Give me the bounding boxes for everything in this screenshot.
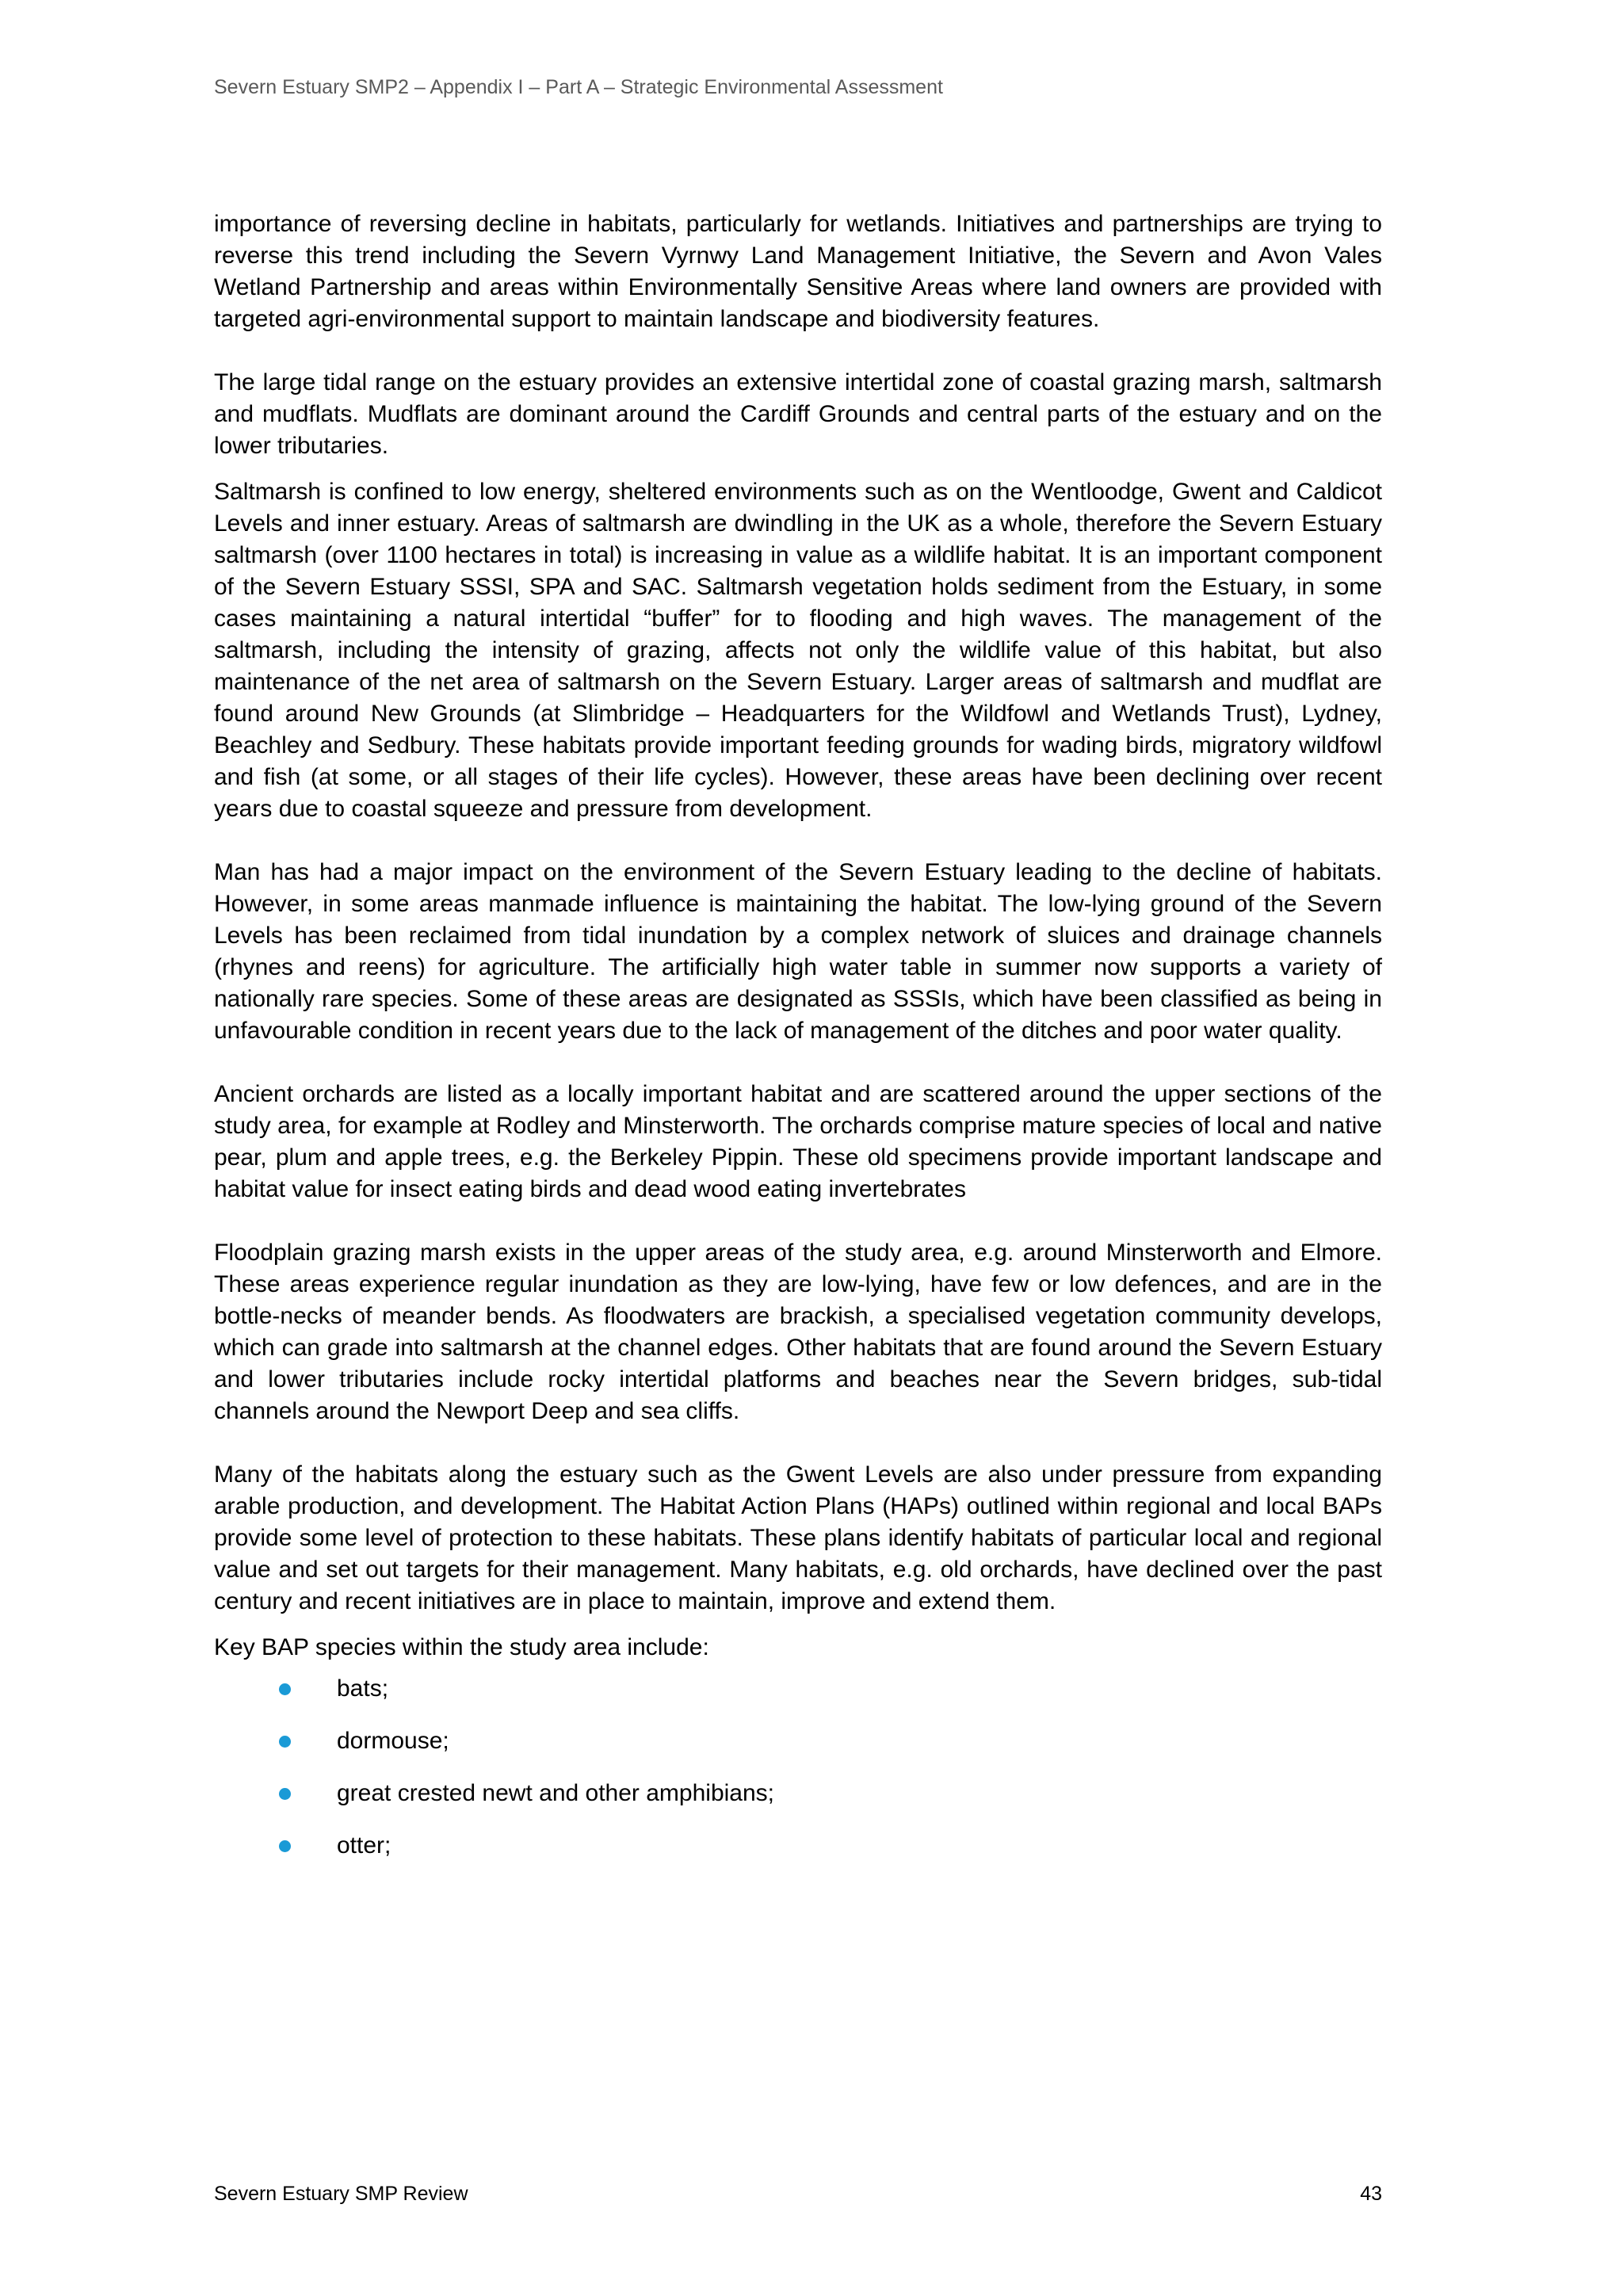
bullet-icon [279,1788,291,1800]
list-item [337,1673,1382,1705]
bullet-icon [279,1683,291,1695]
bullet-icon [279,1840,291,1852]
footer-document-title: Severn Estuary SMP Review [214,2183,468,2205]
bullet-icon [279,1736,291,1748]
list-item-text: dormouse; [337,1728,449,1754]
paragraph-ancient-orchards: Ancient orchards are listed as a locally important habitat and are scattered around the upper sections of the study area, for example at Rodley and Minsterworth. The orchards comprise mature species of local and native pear, plum and apple trees, e.g. the Berkeley Pippin. These old specimens provide important landscape and habitat value for insect eating birds and dead wood eating invertebrates [214,1081,1382,1202]
running-header: Severn Estuary SMP2 – Appendix I – Part A – Strategic Environmental Assessment [214,76,943,98]
page-body [214,208,1382,1882]
key-species-list [214,1673,1382,1862]
paragraph-man-impact: Man has had a major impact on the environment of the Severn Estuary leading to the decline of habitats. However, in some areas manmade influence is maintaining the habitat. The low-lying ground of the Severn Levels has been reclaimed from tidal inundation by a complex network of sluices and drainage channels (rhynes and reens) for agriculture. The artificially high water table in summer now supports a variety of nationally rare species. Some of these areas are designated as SSSIs, which have been classified as being in unfavourable condition in recent years due to the lack of management of the ditches and poor water quality. [214,859,1382,1044]
paragraph-habitat-decline: importance of reversing decline in habitats, particularly for wetlands. Initiatives and partnerships are trying to reverse this trend including the Severn Vyrnwy Land Management Initiative, the Severn and Avon Vales Wetland Partnership and areas within Environmentally Sensitive Areas where land owners are provided with targeted agri-environmental support to maintain landscape and biodiversity features. [214,211,1382,332]
list-item-text: great crested newt and other amphibians; [337,1780,774,1806]
list-item [337,1778,1382,1809]
list-item [337,1725,1382,1757]
paragraph-habitat-pressure: Many of the habitats along the estuary such as the Gwent Levels are also under pressure from expanding arable production, and development. The Habitat Action Plans (HAPs) outlined within regional and local BAPs provide some level of protection to these habitats. These plans identify habitats of particular local and regional value and set out targets for their management. Many habitats, e.g. old orchards, have declined over the past century and recent initiatives are in place to maintain, improve and extend them. [214,1461,1382,1614]
list-item [337,1830,1382,1862]
page-number: 43 [1360,2183,1382,2205]
paragraph-key-species-intro: Key BAP species within the study area include: [214,1634,709,1660]
list-item-text: bats; [337,1675,389,1702]
paragraph-saltmarsh: Saltmarsh is confined to low energy, sheltered environments such as on the Wentloodge, Gwent and Caldicot Levels and inner estuary. Areas of saltmarsh are dwindling in the UK as a whole, therefore the Severn Estuary saltmarsh (over 1100 hectares in total) is increasing in value as a wildlife habitat. It is an important component of the Severn Estuary SSSI, SPA and SAC. Saltmarsh vegetation holds sediment from the Estuary, in some cases maintaining a natural intertidal “buffer” for to flooding and high waves. The management of the saltmarsh, including the intensity of grazing, affects not only the wildlife value of this habitat, but also maintenance of the net area of saltmarsh on the Severn Estuary. Larger areas of saltmarsh and mudflat are found around New Grounds (at Slimbridge – Headquarters for the Wildfowl and Wetlands Trust), Lydney, Beachley and Sedbury. These habitats provide important feeding grounds for wading birds, migratory wildfowl and fish (at some, or all stages of their life cycles). However, these areas have been declining over recent years due to coastal squeeze and pressure from development. [214,479,1382,822]
list-item-text: otter; [337,1832,391,1859]
paragraph-tidal-range: The large tidal range on the estuary provides an extensive intertidal zone of coastal grazing marsh, saltmarsh and mudflats. Mudflats are dominant around the Cardiff Grounds and central parts of the estuary and on the lower tributaries. [214,369,1382,459]
paragraph-floodplain: Floodplain grazing marsh exists in the upper areas of the study area, e.g. around Minsterworth and Elmore. These areas experience regular inundation as they are low-lying, have few or low defences, and are in the bottle-necks of meander bends. As floodwaters are brackish, a specialised vegetation community develops, which can grade into saltmarsh at the channel edges. Other habitats that are found around the Severn Estuary and lower tributaries include rocky intertidal platforms and beaches near the Severn bridges, sub-tidal channels around the Newport Deep and sea cliffs. [214,1240,1382,1424]
